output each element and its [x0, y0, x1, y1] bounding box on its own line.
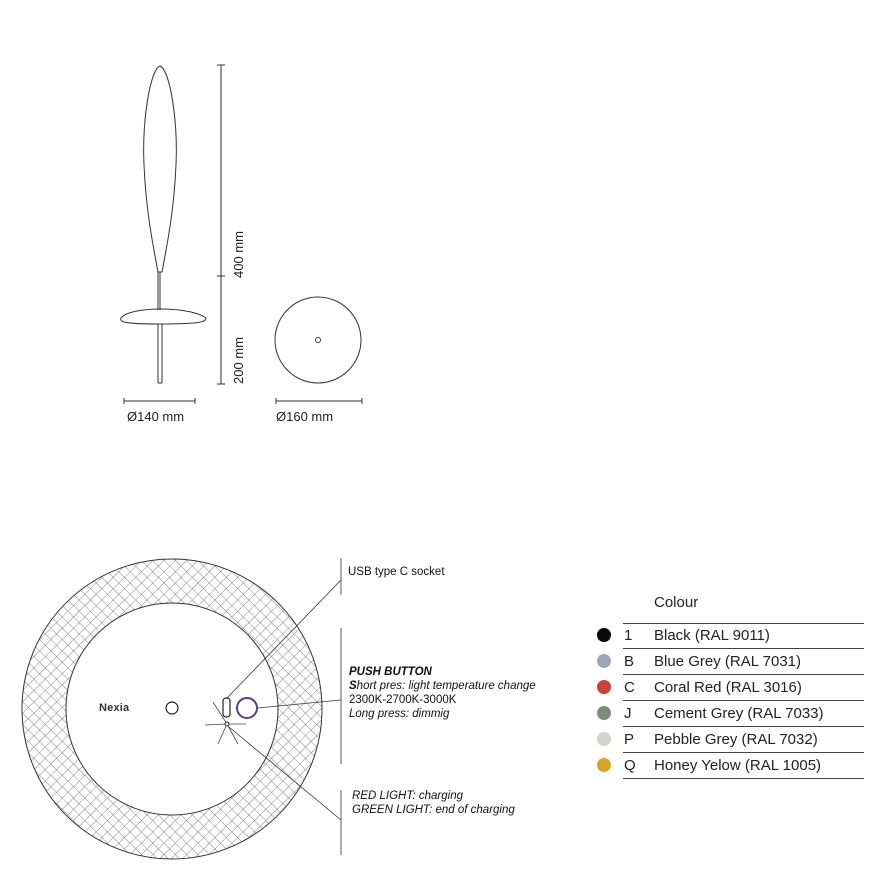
colour-row: [592, 700, 864, 726]
push-button-short-press: [349, 679, 536, 693]
colour-name: Cement Grey (RAL 7033): [654, 704, 824, 722]
colour-code: P: [624, 730, 635, 748]
colour-code: Q: [624, 756, 636, 774]
lamp-top-view: [275, 297, 361, 383]
colour-name: Coral Red (RAL 3016): [654, 678, 802, 696]
push-button-title: PUSH BUTTON: [349, 666, 432, 678]
indicator-light: [225, 722, 229, 726]
usb-socket: [223, 698, 230, 717]
height-shade-label: 400 mm: [231, 231, 246, 278]
colour-row-rule: [623, 778, 864, 779]
colour-code: C: [624, 678, 635, 696]
colour-row: [592, 622, 864, 648]
diameter-side-label: Ø140 mm: [127, 409, 185, 424]
colour-row: [592, 648, 864, 674]
green-light-label: GREEN LIGHT: end of charging: [352, 804, 515, 816]
stem-hole: [166, 702, 178, 714]
short-press-text: hort pres: light temperature change: [356, 680, 536, 692]
short-press-initial: S: [349, 680, 357, 692]
colour-swatch: [597, 628, 611, 642]
red-light-label: RED LIGHT: charging: [352, 790, 463, 802]
lamp-base-disc-side: [121, 309, 206, 324]
push-button-long-press: Long press: dimmig: [349, 708, 450, 720]
colour-swatch: [597, 758, 611, 772]
colour-code: J: [624, 704, 632, 722]
usb-socket-label: USB type C socket: [348, 566, 445, 578]
lamp-shade-leaf: [144, 66, 177, 272]
colour-name: Blue Grey (RAL 7031): [654, 652, 802, 670]
colour-row: [592, 674, 864, 700]
colour-name: Black (RAL 9011): [654, 626, 770, 644]
push-button-notes: [349, 665, 536, 721]
colour-code: B: [624, 652, 635, 670]
colour-name: Pebble Grey (RAL 7032): [654, 730, 818, 748]
colour-table: [592, 590, 864, 772]
lamp-side-view: [121, 66, 206, 383]
push-button: [237, 698, 257, 718]
colour-name: Honey Yelow (RAL 1005): [654, 756, 822, 774]
colour-swatch: [597, 654, 611, 668]
height-stem-label: 200 mm: [231, 337, 246, 384]
colour-swatch: [597, 732, 611, 746]
diameter-top-label: Ø160 mm: [276, 409, 334, 424]
base-detail-view: [22, 559, 322, 859]
colour-row: [592, 726, 864, 752]
colour-swatch: [597, 706, 611, 720]
colour-table-heading: Colour: [654, 594, 699, 611]
colour-row: [592, 752, 864, 778]
brand-logo-text: Nexia: [99, 702, 130, 714]
colour-code: 1: [624, 626, 633, 644]
push-button-temperatures: 2300K-2700K-3000K: [349, 694, 457, 706]
charging-light-notes: [352, 789, 515, 817]
colour-swatch: [597, 680, 611, 694]
width-dimension-lines: [124, 398, 362, 404]
colour-rows: [592, 622, 864, 778]
height-dimension-line: [217, 65, 225, 384]
